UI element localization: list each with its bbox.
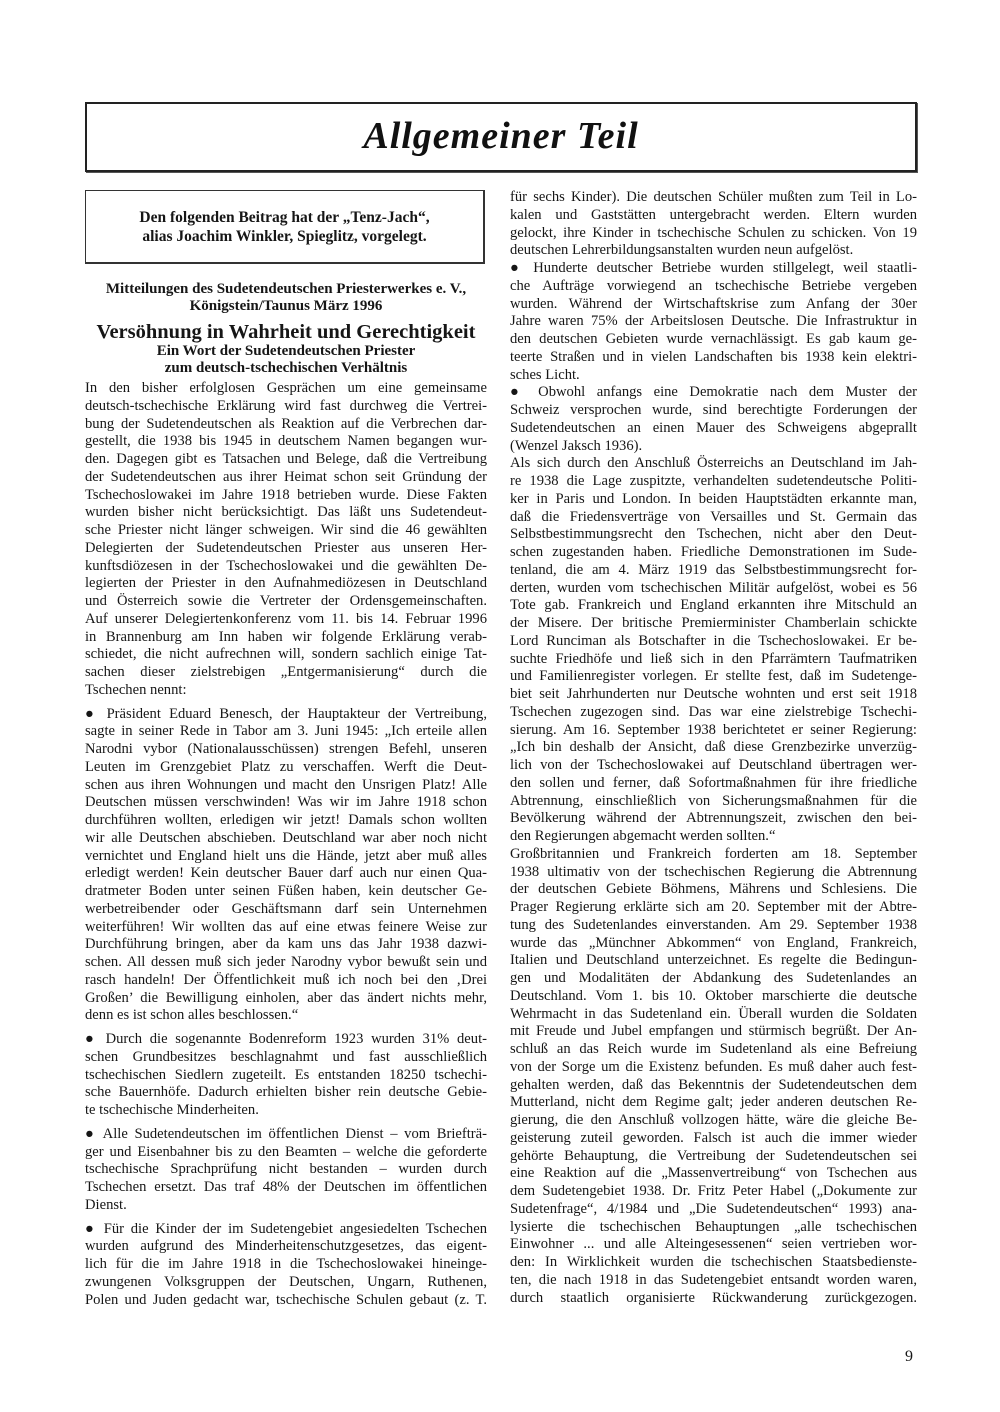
text-line: rasch handeln! Der Öffentlichkeit muß ich noch bei den ‚Drei (85, 971, 487, 988)
text-line: dem Sudetengebiet 1938. Dr. Fritz Peter Habel („Dokumente zur (510, 1183, 917, 1199)
paragraph (510, 455, 917, 846)
text-line: ● Hunderte deutscher Betriebe wurden stillgelegt, weil staatli- (510, 260, 917, 276)
text-line: tenland, die am 4. März 1919 das Selbstbestimmungsrecht for- (510, 561, 917, 578)
paragraph (510, 846, 917, 1308)
paragraph (85, 706, 487, 1026)
text-line: schluß an das Reich wurde im Sudetenland als eine Befreiung (510, 1041, 917, 1057)
text-line: sagte in seiner Rede in Tabor am 3. Juni 1945: „Ich erteile allen (85, 723, 487, 740)
text-line: werbetreibender oder Geschäftsmann darf sein Unternehmen (85, 900, 487, 917)
text-line: te tschechische Minderheiten. (85, 1102, 259, 1118)
text-line: tung des Sudetenlandes einverstanden. Am 29. September 1938 (510, 916, 917, 933)
section-title: Allgemeiner Teil (363, 115, 639, 157)
text-line: durchführen wollten, erledigen wir jetzt! Damals schon wollten (85, 812, 487, 828)
paragraph (510, 189, 917, 260)
text-line: biet seit Jahrhunderten nur Deutsche wohnten und erst seit 1918 (510, 686, 917, 702)
text-line: den sollen und ferner, daß Sofortmaßnahmen für ihre friedliche (510, 774, 917, 791)
text-line: Delegierten der Sudetendeutschen Priester aus unseren Her- (85, 539, 487, 556)
text-line: der Misere. Der britische Premierminister Chamberlain schickte (510, 615, 917, 631)
text-line: gestellt, die 1938 bis 1945 in deutschem Namen begangen wur- (85, 433, 487, 450)
text-line: ● Alle Sudetendeutschen im öffentlichen Dienst – vom Briefträ- (85, 1125, 487, 1142)
intro-note-line: Den folgenden Beitrag hat der „Tenz-Jach“, (139, 209, 430, 226)
text-line: dratmeter Boden unter seinen Füßen haben, kein deutscher Ge- (85, 883, 487, 899)
text-line: lysierte die tschechischen Behauptungen „alle tschechischen (510, 1218, 917, 1235)
text-line: bung der Sudetendeutschen als Reaktion auf die Verbrechen dar- (85, 415, 487, 432)
text-line: geisterung zuteil geworden. Falsch ist auch die immer wieder (510, 1129, 917, 1146)
paragraph (510, 260, 917, 384)
text-line: Mutterland, nicht dem Regime galt; jeder anderen deutschen Re- (510, 1094, 917, 1111)
text-line: Tote gab. Frankreich und England erkannten ihre Mitschuld an (510, 597, 917, 614)
text-line: von der Sorge um die Existenz befunden. Es muß daher auch fest- (510, 1058, 917, 1075)
text-line: Italien und Deutschland unterzeichnet. Es regelte die Bedingun- (510, 952, 917, 969)
text-line: schen. All dessen muß sich jeder Narodny vybor bewußt sein und (85, 954, 487, 970)
text-line: sches Licht. (510, 366, 580, 383)
text-line: Deutschen müssen verschwinden! Was wir im Jahre 1918 schon (85, 794, 487, 811)
text-line: eine Reaktion auf die „Massenvertreibung“ von Tschechen aus (510, 1165, 917, 1182)
text-line: Polen und Juden gedacht war, tschechische Schulen gebaut (z. T. (85, 1291, 487, 1308)
paragraph (510, 384, 917, 455)
text-line: teerte Straßen und in vielen Landschaften bis 1938 kein elektri- (510, 348, 917, 365)
text-line: Leuten im Grenzgebiet Platz zu verschaffen. Werft die Deut- (85, 758, 487, 775)
text-line: schiedet, die nicht aufrechnen will, sondern sachlich einige Tat- (85, 646, 487, 663)
text-line: Bevölkerung während der Abtrennungszeit, zwischen den bei- (510, 810, 917, 827)
text-line: re 1938 die Lage zuspitzte, verhandelten sudetendeutsche Politi- (510, 473, 917, 489)
text-line: wurden. Während der Wirtschaftskrise zum Anfang der 30er (510, 295, 917, 312)
text-line: den. Dagegen gibt es Tatsachen und Belege, daß die Vertreibung (85, 451, 487, 467)
left-body-text (85, 380, 487, 1309)
intro-note-box (85, 190, 485, 264)
section-header-box (85, 102, 917, 172)
text-line: Narodni vybor (Nationalausschüssen) strengen Befehl, unseren (85, 741, 487, 757)
text-line: wir alle Deutschen abschieben. Deutschland war aber noch nicht (85, 829, 487, 846)
text-line: lich für die im Jahre 1918 in die Tschechoslowakei hineinge- (85, 1256, 487, 1272)
article-source (85, 281, 487, 315)
text-line: in Brannenburg am Inn haben wir folgende Erklärung verab- (85, 628, 487, 645)
text-line: deutsch-tschechische Erklärung wird fast durchweg die Vertrei- (85, 397, 487, 414)
text-line: ● Präsident Eduard Benesch, der Hauptakteur der Vertreibung, (85, 705, 487, 722)
text-line: Jahre waren 75% der Arbeitslosen Deutsche. Die Infrastruktur in (510, 313, 917, 330)
text-line: Deutschland. Vom 1. bis 10. Oktober marschierte die deutsche (510, 987, 917, 1004)
text-line: tschechischen Siedlern zugeteilt. Es entstanden 18250 tschechi- (85, 1066, 487, 1083)
right-body-text (510, 189, 917, 1307)
text-line: In den bisher erfolglosen Gesprächen um eine gemeinsame (85, 380, 487, 396)
paragraph (85, 1031, 487, 1120)
text-line: Sudetenfrage“, 4/1984 und „Die Sudetendeutschen“ 1993) ana- (510, 1200, 917, 1217)
text-line: Sudetendeutschen an einen Mauer des Schweigens abgeprallt (510, 419, 917, 436)
text-line: Abtrennung, einschließlich von Sicherungsmaßnahmen für die (510, 792, 917, 809)
text-line: kunftsdiözesen in der Tschechoslowakei und die gewählten De- (85, 557, 487, 574)
text-line: den deutschen Gebieten wurde vernachlässigt. Es gab kaum ge- (510, 331, 917, 347)
text-line: sachen dieser zielstrebigen „Entgermanisierung“ durch die (85, 664, 487, 680)
text-line: schen zugestanden haben. Friedliche Demonstrationen im Sude- (510, 544, 917, 560)
text-line: weiterführen! Wir wollten das auf eine etwas feinere Weise zur (85, 918, 487, 935)
text-line: ● Für die Kinder der im Sudetengebiet angesiedelten Tschechen (85, 1220, 487, 1237)
text-line: suchte Friedhöfe und ließ sich in den Pfarrämtern Taufmatriken (510, 650, 917, 667)
text-line: schen aus ihren Wohnungen und macht den Unsrigen Platz! Alle (85, 776, 487, 793)
text-line: Dienst. (85, 1196, 127, 1213)
text-line: und Österreich sowie die Vertreter der Ordensgemeinschaften. (85, 593, 487, 609)
text-line: gen und Modalitäten der Abdankung des Sudetenlandes an (510, 970, 917, 986)
text-line: ker in Paris und London. In beiden Hauptstädten erkannte man, (510, 490, 917, 507)
text-line: ● Durch die sogenannte Bodenreform 1923 wurden 31% deut- (85, 1031, 487, 1047)
page-number: 9 (905, 1348, 913, 1365)
text-line: erledigt werden! Kein deutscher Bauer darf auch nur einen Qua- (85, 865, 487, 882)
text-line: Lord Runciman als Botschafter in die Tschechoslowakei. Er be- (510, 632, 917, 649)
text-line: legierten der Priester in den Aufnahmediözesen in Deutschland (85, 575, 487, 592)
right-column (510, 189, 917, 1307)
text-line: wurde das „Münchner Abkommen“ von England, Frankreich, (510, 934, 917, 951)
text-line: sche Priester nicht länger schweigen. Wir sind die 46 gewählten (85, 522, 487, 538)
text-line: Selbstbestimmungsrecht den Tschechen, nicht aber den Deut- (510, 526, 917, 543)
text-line: sche Bauernhöfe. Dadurch erhielten bisher rein deutsche Gebie- (85, 1084, 487, 1101)
article-subtitle-line: Ein Wort der Sudetendeutschen Priester (156, 343, 416, 359)
text-line: derten, wurden vom tschechischen Militär aufgelöst, wobei es 56 (510, 579, 917, 596)
text-line: deutschen Lehrerbildungsanstalten wurden neun aufgelöst. (510, 242, 854, 259)
text-line: gehörte Behauptung, die Vertreibung der Sudetendeutschen sei (510, 1147, 917, 1164)
text-line: Großbritannien und Frankreich forderten am 18. September (510, 845, 917, 862)
text-line: (Wenzel Jaksch 1936). (510, 437, 643, 454)
left-column (85, 281, 487, 1309)
text-line: gierung, die den Anschluß vollzogen hätte, wäre die gleiche Be- (510, 1112, 917, 1128)
paragraph (85, 380, 487, 700)
text-line: Auf unserer Delegiertenkonferenz vom 11. bis 14. Februar 1996 (85, 610, 487, 627)
text-line: der Sudetendeutschen aus ihrer Heimat schon seit Gründung der (85, 468, 487, 485)
text-line: ten, die nach 1918 in das Sudetengebiet entsandt worden waren, (510, 1271, 917, 1288)
text-line: 1938 ultimativ von der tschechischen Regierung die Abtrennung (510, 863, 917, 880)
text-line: ger und Eisenbahner bis zu den Beamten – welche die geforderte (85, 1143, 487, 1160)
text-line: gehalten werden, daß das Bekenntnis der Sudetendeutschen dem (510, 1076, 917, 1093)
text-line: und Familienregister vorlegen. Er stellte fest, daß im Sudetenge- (510, 668, 917, 685)
text-line: Tschechen ersetzt. Das traf 48% der Deutschen im öffentlichen (85, 1179, 487, 1195)
text-line: Tschechen nennt: (85, 681, 187, 698)
article-source-line: Königstein/Taunus März 1996 (189, 298, 383, 314)
text-line: schen Grundbesitzes beschlagnahmt und fast ausschließlich (85, 1048, 487, 1065)
paragraph (85, 1126, 487, 1215)
text-line: der deutschen Gebiete Böhmens, Mährens und Schlesiens. Die (510, 881, 917, 898)
text-line: zwungenen Volksgruppen der Deutschen, Ungarn, Ruthenen, (85, 1273, 487, 1290)
text-line: den Regierungen abgemacht werden sollten.“ (510, 828, 776, 844)
text-line: che Aufträge vorwiegend an tschechische Betriebe vergeben (510, 277, 917, 294)
article-source-line: Mitteilungen des Sudetendeutschen Priesterwerkes e. V., (105, 281, 467, 297)
text-line: Wehrmacht in das Sudetenland ein. Überall wurden die Soldaten (510, 1005, 917, 1022)
text-line: Tschechoslowakei im Jahre 1918 betrieben wurde. Diese Fakten (85, 486, 487, 503)
paragraph (85, 1221, 487, 1310)
intro-note-line: alias Joachim Winkler, Spieglitz, vorgelegt. (142, 228, 427, 245)
text-line: für sechs Kinder). Die deutschen Schüler mußten zum Teil in Lo- (510, 189, 917, 205)
text-line: Durchführung bringen, aber da kam uns das Jahr 1938 dazwi- (85, 936, 487, 953)
text-line: gelockt, ihre Kinder in tschechische Schulen zu schicken. Von 19 (510, 224, 917, 241)
text-line: tschechische Sprachprüfung nicht bestanden – wurden durch (85, 1161, 487, 1178)
text-line: Großen’ die Bewilligung einholen, aber das ändert nichts mehr, (85, 989, 487, 1006)
text-line: kalen und Gaststätten untergebracht werden. Eltern wurden (510, 206, 917, 223)
text-line: daß die Friedensverträge von Versailles und St. Germain das (510, 508, 917, 525)
text-line: durch staatlich organisierte Rückwanderung zurückgezogen. (510, 1289, 917, 1306)
text-line: mit Freude und Jubel empfangen und stürmisch begrüßt. Der An- (510, 1023, 917, 1040)
text-line: Einwohner ... und alle Alteingesessenen“ seien vertrieben wor- (510, 1236, 917, 1253)
text-line: wurden aufgrund des Minderheitenschutzgesetzes, das eigent- (85, 1238, 487, 1255)
text-line: den: In Wirklichkeit wurden die tschechischen Staatsbedienste- (510, 1254, 917, 1270)
text-line: lich von der Tschechoslowakei auf Deutschland übertragen wer- (510, 757, 917, 773)
text-line: Prager Regierung erklärte sich am 20. September mit der Abtre- (510, 899, 917, 915)
text-line: „Ich bin deshalb der Ansicht, daß diese Grenzbezirke unverzüg- (510, 739, 917, 756)
text-line: Schweiz versprochen wurde, sind berechtigte Forderungen der (510, 402, 917, 418)
text-line: sierung. Am 16. September 1938 berichtetet er seiner Regierung: (510, 721, 917, 738)
text-line: ● Obwohl anfangs eine Demokratie nach dem Muster der (510, 384, 917, 401)
text-line: Als sich durch den Anschluß Österreichs an Deutschland im Jah- (510, 455, 917, 472)
text-line: denn es ist schon alles beschlossen.“ (85, 1007, 299, 1024)
text-line: vernichtet und England hielt uns die Hände, jetzt aber muß alles (85, 847, 487, 864)
text-line: Tschechen zugezogen sind. Das war eine zielstrebige Tschechi- (510, 703, 917, 720)
article-title: Versöhnung in Wahrheit und Gerechtigkeit (96, 321, 476, 343)
text-line: wurden bisher nicht berücksichtigt. Das läßt uns Sudetendeut- (85, 504, 487, 521)
article-subtitle (85, 343, 487, 377)
article-subtitle-line: zum deutsch-tschechischen Verhältnis (164, 360, 408, 376)
